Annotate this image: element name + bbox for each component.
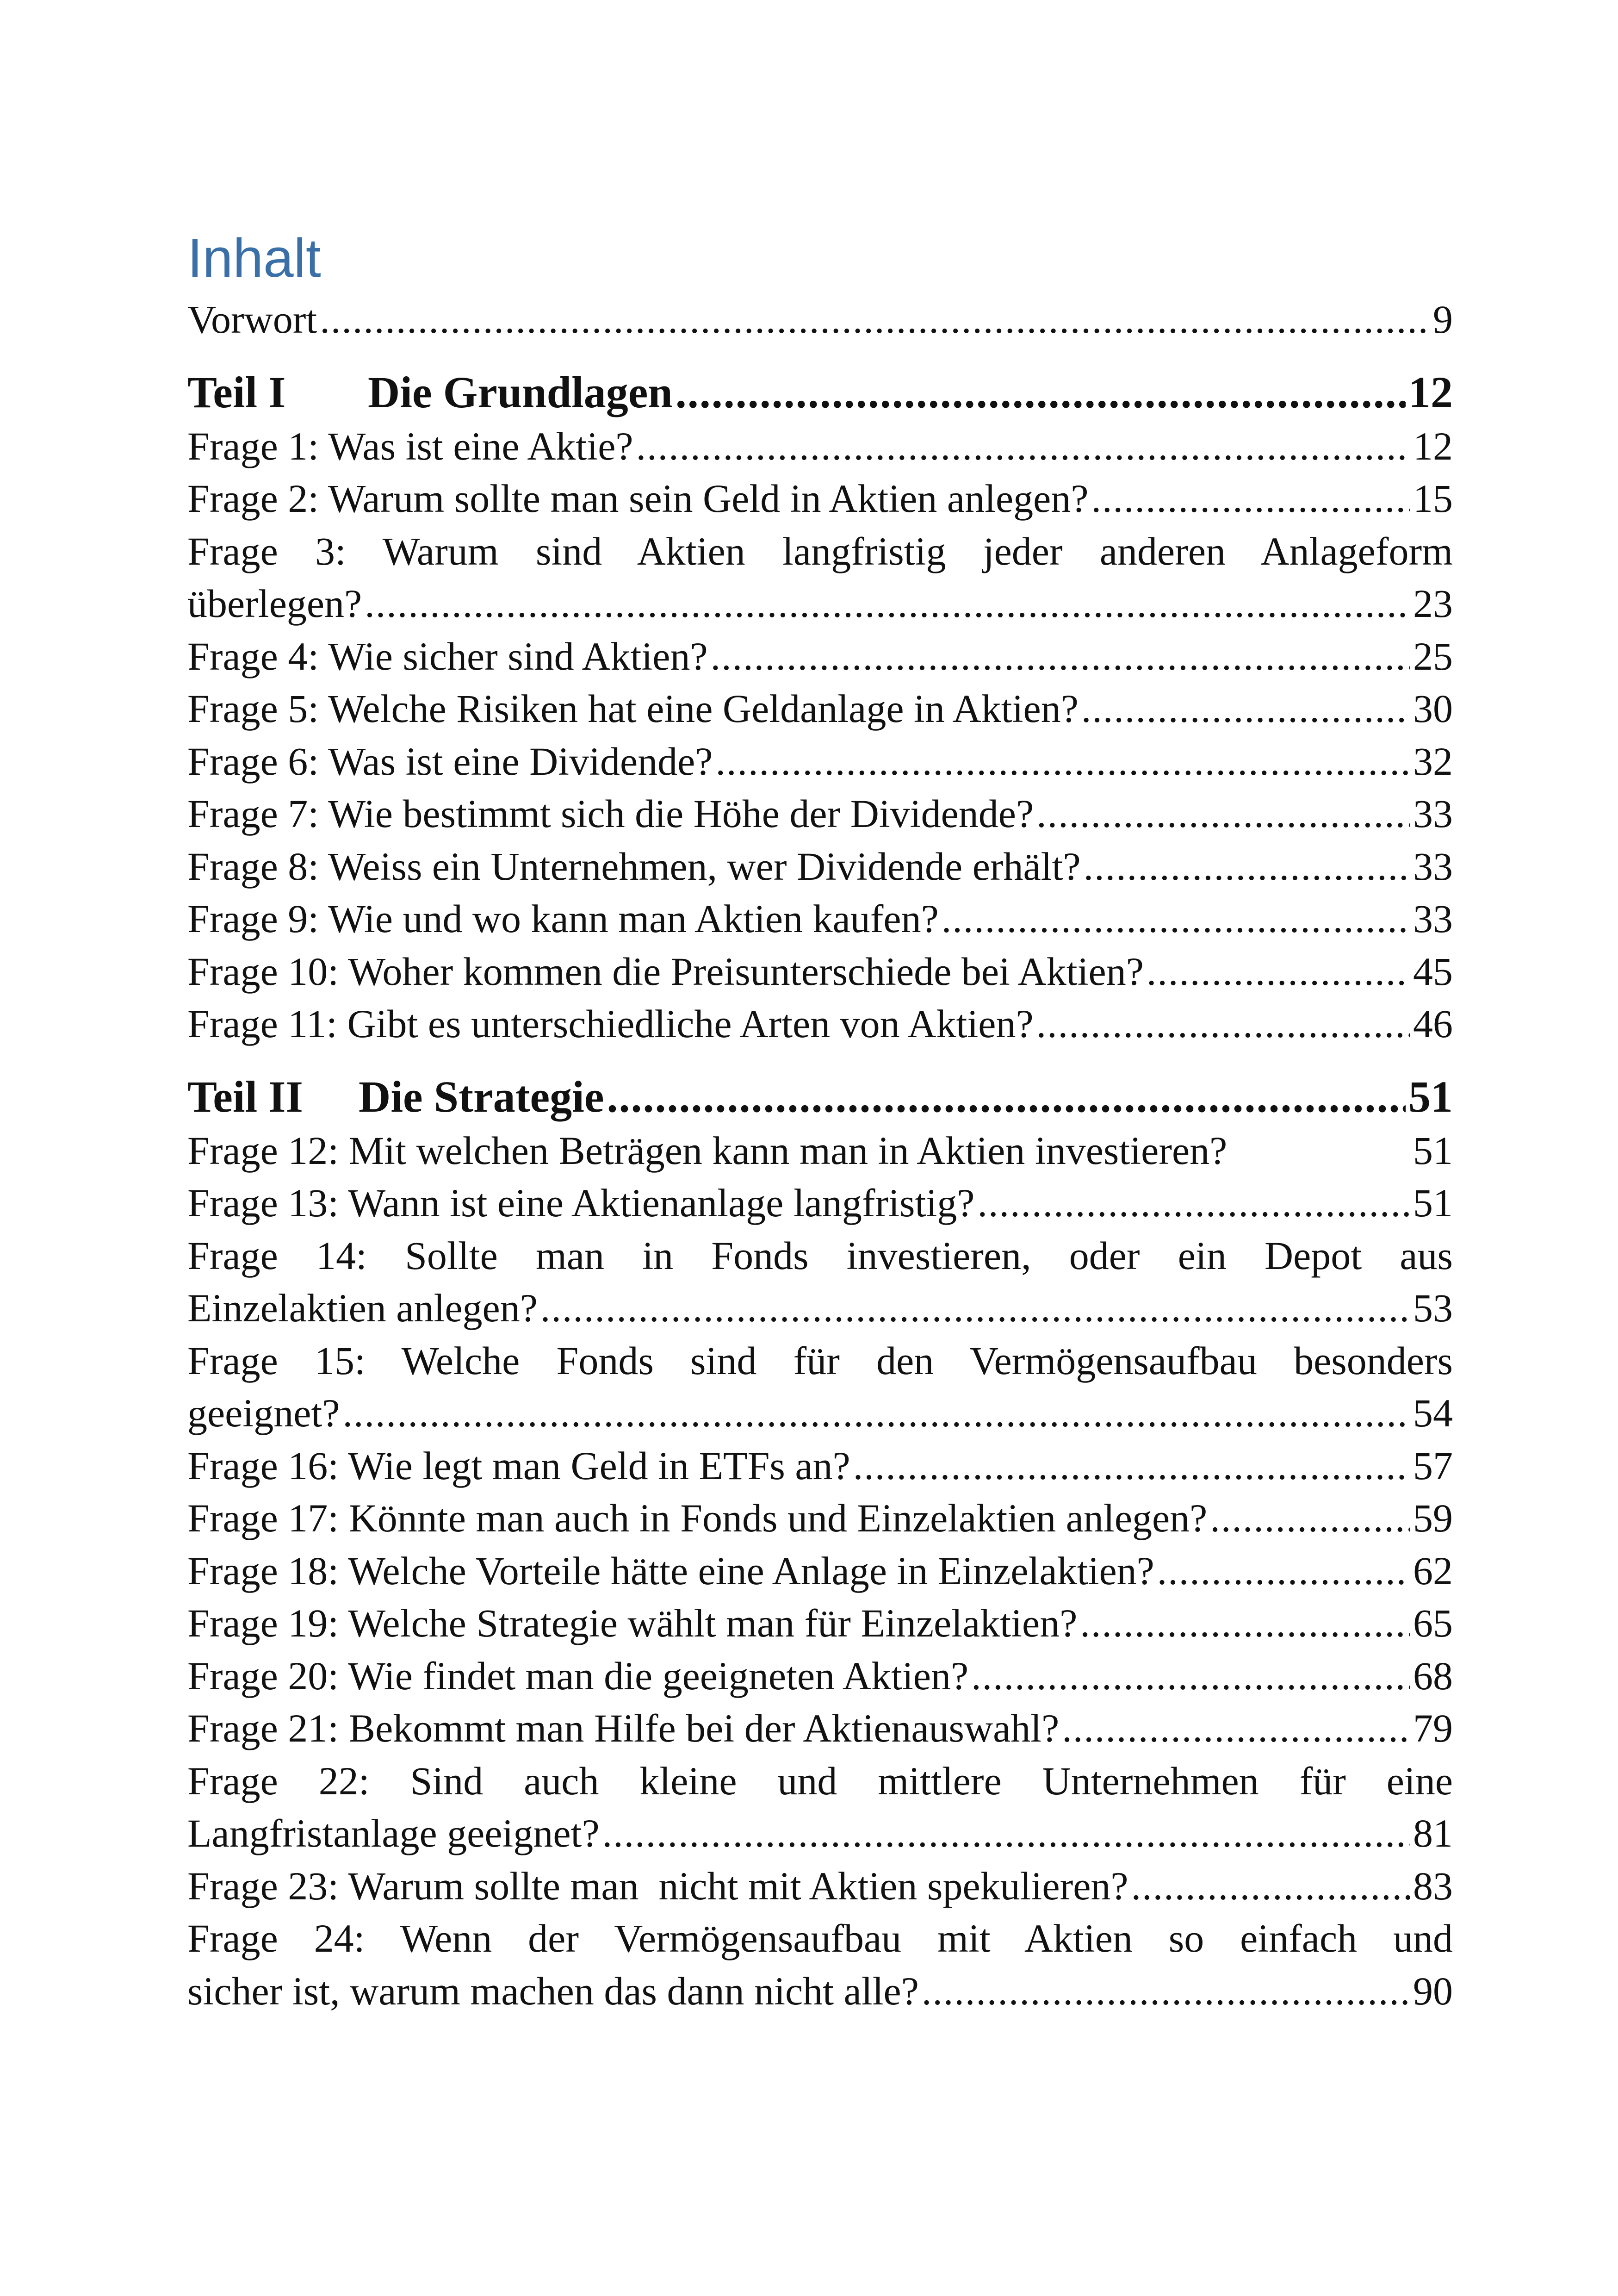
toc-entry-label: Vorwort [187, 297, 317, 342]
dot-leader [602, 1807, 1410, 1860]
toc-entry-label: Frage 13: Wann ist eine Aktienanlage langfristig? [187, 1181, 975, 1225]
dot-leader [636, 420, 1410, 473]
dot-leader [540, 1282, 1410, 1335]
toc-entry-label: Frage 4: Wie sicher sind Aktien? [187, 634, 708, 678]
toc-page-number: 32 [1413, 739, 1453, 784]
toc-entry-label: Frage 5: Welche Risiken hat eine Geldanlage in Aktien? [187, 686, 1079, 731]
toc-page-number: 62 [1413, 1548, 1453, 1593]
toc-entry[interactable] [187, 893, 1453, 946]
toc-entry-label: Frage 7: Wie bestimmt sich die Höhe der Dividende? [187, 791, 1034, 836]
dot-leader [971, 1650, 1410, 1703]
toc-entry[interactable] [187, 1440, 1453, 1493]
toc-entry-line1[interactable]: Frage 3: Warum sind Aktien langfristig jeder anderen Anlageform [187, 529, 1453, 573]
toc-entry-label: Frage 18: Welche Vorteile hätte eine Anlage in Einzelaktien? [187, 1548, 1154, 1593]
toc-entry-label: Frage 8: Weiss ein Unternehmen, wer Dividende erhält? [187, 844, 1081, 889]
part-title: Die Grundlagen [368, 367, 673, 417]
toc-entry-label: Frage 9: Wie und wo kann man Aktien kaufen? [187, 896, 939, 941]
toc-entry-label: Frage 1: Was ist eine Aktie? [187, 423, 633, 468]
toc-page-number: 33 [1413, 844, 1453, 889]
toc-page-number: 46 [1413, 1002, 1453, 1046]
toc-entry[interactable] [187, 840, 1453, 893]
toc-entry-label: Frage 21: Bekommt man Hilfe bei der Aktienauswahl? [187, 1706, 1060, 1750]
toc-page-number: 45 [1413, 949, 1453, 994]
toc-entry-label: Frage 10: Woher kommen die Preisunterschiede bei Aktien? [187, 949, 1144, 994]
toc-page-number: 12 [1408, 367, 1453, 417]
dot-leader [942, 893, 1410, 946]
part-number: Teil II [187, 1071, 303, 1121]
part-number: Teil I [187, 367, 286, 417]
toc-part-2-heading[interactable] [187, 1069, 1453, 1125]
toc-page-number: 83 [1413, 1863, 1453, 1908]
dot-leader [1210, 1492, 1410, 1545]
toc-entry[interactable] [187, 1492, 1453, 1545]
toc-page-number: 12 [1413, 423, 1453, 468]
page-title: Inhalt [187, 228, 321, 289]
toc-entry[interactable] [187, 1282, 1453, 1335]
toc-entry[interactable] [187, 1125, 1453, 1177]
toc-entry-label: geeignet? [187, 1391, 340, 1435]
toc-page-number: 81 [1413, 1811, 1453, 1855]
dot-leader [1081, 683, 1410, 735]
dot-leader [715, 735, 1410, 788]
toc-page-number: 25 [1413, 634, 1453, 678]
dot-leader [1147, 946, 1410, 998]
toc-entry[interactable] [187, 1597, 1453, 1650]
dot-leader [711, 630, 1410, 683]
toc-page-number: 15 [1413, 476, 1453, 521]
toc-entry[interactable] [187, 998, 1453, 1051]
toc-entry[interactable] [187, 788, 1453, 840]
toc-page-number: 53 [1413, 1286, 1453, 1330]
dot-leader [1084, 840, 1410, 893]
toc-entry-label: Frage 20: Wie findet man die geeigneten Aktien? [187, 1653, 969, 1698]
toc-page-number: 33 [1413, 791, 1453, 836]
toc-page-number: 51 [1413, 1181, 1453, 1225]
toc-entry-label: überlegen? [187, 581, 362, 626]
toc-page-number: 90 [1413, 1968, 1453, 2013]
toc-entry-vorwort[interactable] [187, 293, 1453, 346]
toc-entry[interactable] [187, 578, 1453, 630]
dot-leader [1157, 1545, 1410, 1598]
toc-entry-line1[interactable]: Frage 15: Welche Fonds sind für den Vermögensaufbau besonders [187, 1338, 1453, 1383]
toc-entry[interactable] [187, 473, 1453, 525]
dot-leader [1036, 998, 1410, 1051]
toc-page-number: 51 [1408, 1071, 1453, 1121]
toc-page-number: 9 [1433, 297, 1453, 342]
dot-leader [1080, 1597, 1410, 1650]
dot-leader [342, 1387, 1410, 1440]
toc-page-number: 59 [1413, 1496, 1453, 1540]
toc-entry-label: Frage 16: Wie legt man Geld in ETFs an? [187, 1443, 850, 1488]
toc-entry[interactable] [187, 1177, 1453, 1230]
toc-page-number: 65 [1413, 1601, 1453, 1645]
toc-entry[interactable] [187, 1545, 1453, 1598]
toc-entry-label: Frage 17: Könnte man auch in Fonds und Einzelaktien anlegen? [187, 1496, 1208, 1540]
toc-page-number: 68 [1413, 1653, 1453, 1698]
toc-page-number: 54 [1413, 1391, 1453, 1435]
toc-entry[interactable] [187, 1387, 1453, 1440]
toc-entry[interactable] [187, 1702, 1453, 1755]
table-of-contents [187, 226, 1453, 2017]
toc-entry[interactable] [187, 946, 1453, 998]
toc-entry-line1[interactable]: Frage 22: Sind auch kleine und mittlere Unternehmen für eine [187, 1758, 1453, 1803]
dot-leader [1036, 788, 1410, 840]
part-title: Die Strategie [359, 1071, 604, 1121]
toc-entry-label: Einzelaktien anlegen? [187, 1286, 538, 1330]
toc-entry-label: sicher ist, warum machen das dann nicht alle? [187, 1968, 919, 2013]
dot-leader [977, 1177, 1410, 1230]
toc-entry[interactable] [187, 683, 1453, 735]
toc-entry[interactable] [187, 1807, 1453, 1860]
toc-entry-label: Frage 6: Was ist eine Dividende? [187, 739, 713, 784]
toc-entry[interactable] [187, 1860, 1453, 1913]
dot-leader [1091, 473, 1410, 525]
dot-leader [365, 578, 1410, 630]
toc-entry[interactable] [187, 1650, 1453, 1703]
toc-entry[interactable] [187, 1965, 1453, 2018]
dot-leader [607, 1069, 1406, 1125]
dot-leader [853, 1440, 1410, 1493]
toc-entry-line1[interactable]: Frage 14: Sollte man in Fonds investieren, oder ein Depot aus [187, 1233, 1453, 1278]
toc-entry-label: Frage 2: Warum sollte man sein Geld in Aktien anlegen? [187, 476, 1089, 521]
toc-page-number: 30 [1413, 686, 1453, 731]
toc-entry-label: Langfristanlage geeignet? [187, 1811, 600, 1855]
toc-page-number: 23 [1413, 581, 1453, 626]
toc-page-number: 57 [1413, 1443, 1453, 1488]
toc-entry-label: Frage 19: Welche Strategie wählt man für Einzelaktien? [187, 1601, 1078, 1645]
toc-entry-label: Frage 11: Gibt es unterschiedliche Arten von Aktien? [187, 1002, 1034, 1046]
toc-page-number: 51 [1413, 1128, 1453, 1173]
part-2-entries [187, 1125, 1453, 2018]
toc-entry-line1[interactable]: Frage 24: Wenn der Vermögensaufbau mit Aktien so einfach und [187, 1916, 1453, 1960]
part-1-entries [187, 420, 1453, 1051]
dot-leader [1062, 1702, 1410, 1755]
toc-entry[interactable] [187, 630, 1453, 683]
toc-entry[interactable] [187, 420, 1453, 473]
dot-leader [676, 365, 1406, 420]
toc-page-number: 79 [1413, 1706, 1453, 1750]
dot-leader [320, 293, 1430, 346]
dot-leader [922, 1965, 1410, 2018]
toc-page-number: 33 [1413, 896, 1453, 941]
toc-entry[interactable] [187, 735, 1453, 788]
toc-entry-label: Frage 12: Mit welchen Beträgen kann man in Aktien investieren? [187, 1128, 1227, 1173]
dot-leader [1131, 1860, 1410, 1913]
toc-entry-label: Frage 23: Warum sollte man nicht mit Aktien spekulieren? [187, 1863, 1128, 1908]
toc-part-1-heading[interactable] [187, 365, 1453, 420]
